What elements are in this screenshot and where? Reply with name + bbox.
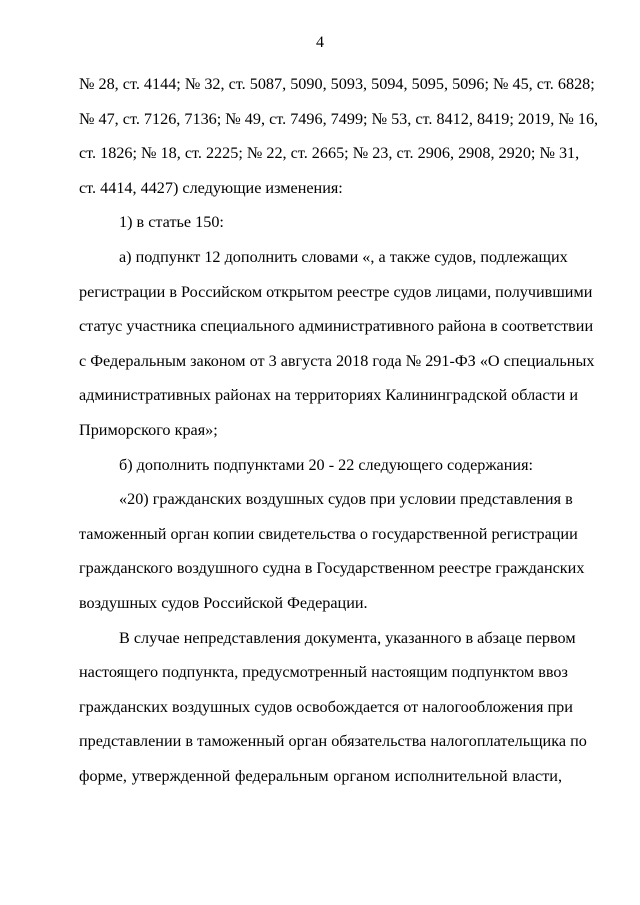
text-line: с Федеральным законом от 3 августа 2018 года № 291-ФЗ «О специальных	[79, 351, 595, 370]
text-line: воздушных судов Российской Федерации.	[79, 593, 368, 612]
paragraph-non-submission-case	[79, 621, 587, 794]
page-number: 4	[316, 34, 324, 51]
text-line: ст. 4414, 4427) следующие изменения:	[79, 178, 343, 197]
text-line: б) дополнить подпунктами 20 - 22 следующего содержания:	[119, 455, 534, 474]
text-line: представлении в таможенный орган обязательства налогоплательщика по	[79, 732, 587, 751]
text-line: «20) гражданских воздушных судов при условии представления в	[119, 490, 573, 509]
text-line: форме, утвержденной федеральным органом исполнительной власти,	[79, 766, 562, 785]
text-line: В случае непредставления документа, указанного в абзаце первом	[119, 628, 576, 647]
text-line: административных районах на территориях Калининградской области и	[79, 386, 578, 405]
text-line: № 47, ст. 7126, 7136; № 49, ст. 7496, 7499; № 53, ст. 8412, 8419; 2019, № 16,	[79, 109, 599, 128]
text-line: № 28, ст. 4144; № 32, ст. 5087, 5090, 5093, 5094, 5095, 5096; № 45, ст. 6828;	[79, 75, 595, 93]
paragraph-amendment-references	[79, 67, 599, 205]
document-body	[79, 67, 599, 793]
text-line: Приморского края»;	[79, 420, 218, 439]
paragraph-subitem-a	[79, 240, 595, 448]
text-line: гражданских воздушных судов освобождается от налогообложения при	[79, 697, 573, 716]
text-line: ст. 1826; № 18, ст. 2225; № 22, ст. 2665; № 23, ст. 2906, 2908, 2920; № 31,	[79, 144, 580, 163]
text-line: статус участника специального административного района в соответствии	[79, 317, 594, 336]
text-line: гражданского воздушного судна в Государственном реестре гражданских	[79, 559, 585, 578]
text-line: таможенный орган копии свидетельства о государственной регистрации	[79, 524, 578, 543]
paragraph-subitem-b	[79, 448, 562, 483]
text-line: регистрации в Российском открытом реестре судов лицами, получившими	[79, 282, 593, 301]
text-line: а) подпункт 12 дополнить словами «, а также судов, подлежащих	[119, 247, 568, 266]
text-line: 1) в статье 150:	[119, 213, 224, 232]
text-line: настоящего подпункта, предусмотренный настоящим подпунктом ввоз	[79, 663, 568, 682]
paragraph-item-20	[79, 482, 585, 620]
paragraph-article-150	[79, 205, 562, 240]
